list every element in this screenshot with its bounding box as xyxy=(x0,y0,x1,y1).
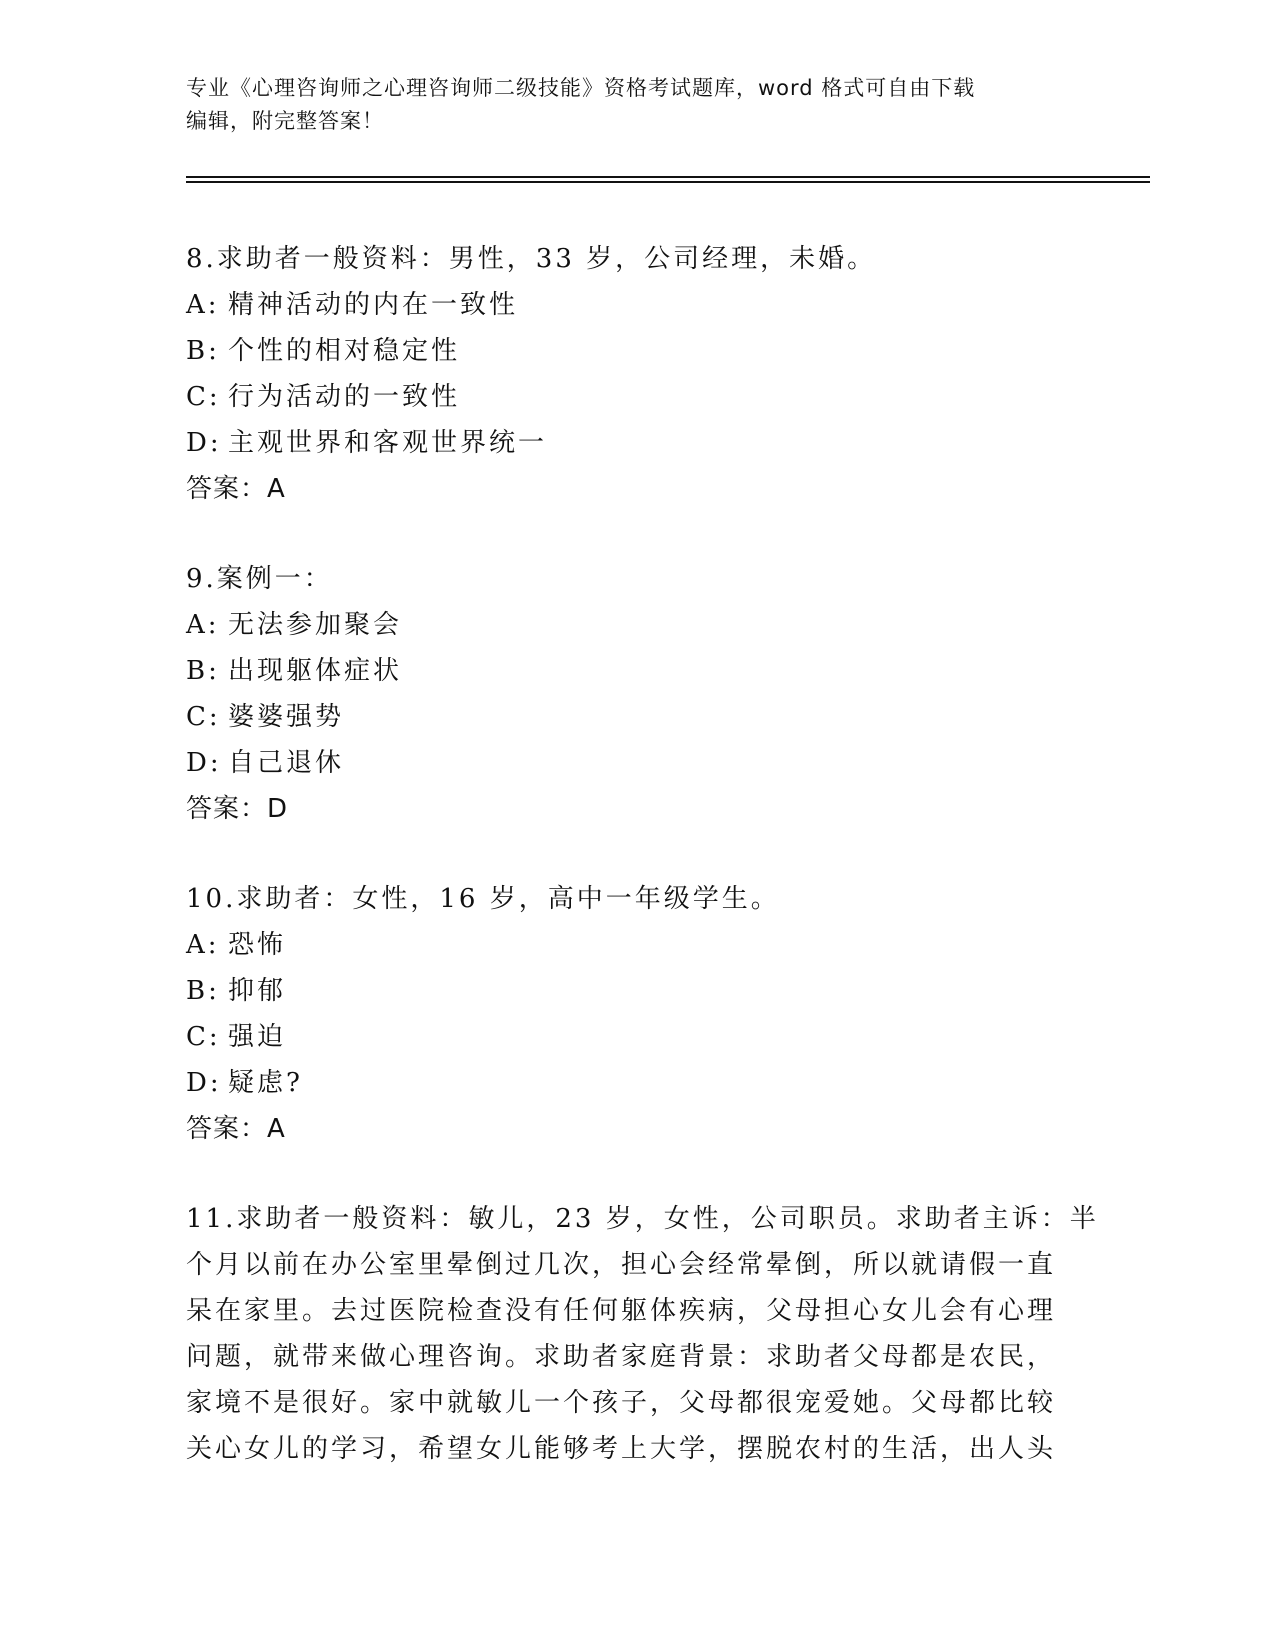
question-11-line-2: 个月以前在办公室里晕倒过几次，担心会经常晕倒，所以就请假一直 xyxy=(186,1250,1057,1280)
option-text: 自己退休 xyxy=(228,748,345,778)
option-key: B: xyxy=(186,656,220,686)
option-text: 婆婆强势 xyxy=(228,702,345,732)
question-stem: 10.求助者：女性，16 岁，高中一年级学生。 xyxy=(186,884,780,914)
option-text: 个性的相对稳定性 xyxy=(228,336,461,366)
option-key: D: xyxy=(186,428,222,458)
option-text: 出现躯体症状 xyxy=(228,656,403,686)
header-line-1: 专业《心理咨询师之心理咨询师二级技能》资格考试题库，word 格式可自由下载 xyxy=(186,76,976,100)
option-d xyxy=(186,420,1086,466)
question-10 xyxy=(186,876,1086,1152)
question-list xyxy=(186,236,1099,1472)
header-divider-bottom xyxy=(186,181,1150,183)
question-9 xyxy=(186,556,1086,832)
option-text: 精神活动的内在一致性 xyxy=(228,290,519,320)
option-key: A: xyxy=(186,290,220,320)
option-key: C: xyxy=(186,382,221,412)
option-key: C: xyxy=(186,1022,221,1052)
option-text: 无法参加聚会 xyxy=(228,610,403,640)
option-text: 行为活动的一致性 xyxy=(228,382,461,412)
option-key: B: xyxy=(186,976,220,1006)
question-11-line-1: 11.求助者一般资料：敏儿，23 岁，女性，公司职员。求助者主诉：半 xyxy=(186,1204,1099,1234)
question-11-line-6: 关心女儿的学习，希望女儿能够考上大学，摆脱农村的生活，出人头 xyxy=(186,1434,1057,1464)
question-spacer xyxy=(186,1152,1086,1196)
question-stem: 9.案例一： xyxy=(186,564,333,594)
option-key: A: xyxy=(186,930,220,960)
option-d xyxy=(186,740,1086,786)
question-spacer xyxy=(186,832,1086,876)
option-a xyxy=(186,282,1086,328)
question-11-line-3: 呆在家里。去过医院检查没有任何躯体疾病，父母担心女儿会有心理 xyxy=(186,1296,1057,1326)
option-key: D: xyxy=(186,1068,222,1098)
question-spacer xyxy=(186,512,1086,556)
option-key: C: xyxy=(186,702,221,732)
option-b xyxy=(186,968,1086,1014)
option-text: 主观世界和客观世界统一 xyxy=(228,428,548,458)
answer-line: 答案：D xyxy=(186,794,289,824)
option-key: B: xyxy=(186,336,220,366)
option-b xyxy=(186,648,1086,694)
option-a xyxy=(186,602,1086,648)
option-d xyxy=(186,1060,1086,1106)
option-c xyxy=(186,374,1086,420)
document-header xyxy=(186,72,1086,138)
option-text: 强迫 xyxy=(228,1022,287,1052)
option-c xyxy=(186,1014,1086,1060)
header-divider-top xyxy=(186,176,1150,178)
question-8 xyxy=(186,236,1086,512)
option-key: A: xyxy=(186,610,220,640)
answer-line: 答案：A xyxy=(186,1114,286,1144)
question-11-line-4: 问题，就带来做心理咨询。求助者家庭背景：求助者父母都是农民， xyxy=(186,1342,1057,1372)
question-11 xyxy=(186,1196,1099,1472)
option-a xyxy=(186,922,1086,968)
option-key: D: xyxy=(186,748,222,778)
option-text: 恐怖 xyxy=(228,930,287,960)
option-text: 抑郁 xyxy=(228,976,287,1006)
header-line-2: 编辑，附完整答案！ xyxy=(186,109,384,133)
option-text: 疑虑? xyxy=(228,1068,303,1098)
option-b xyxy=(186,328,1086,374)
question-11-line-5: 家境不是很好。家中就敏儿一个孩子，父母都很宠爱她。父母都比较 xyxy=(186,1388,1057,1418)
option-c xyxy=(186,694,1086,740)
answer-line: 答案：A xyxy=(186,474,286,504)
question-stem: 8.求助者一般资料：男性，33 岁，公司经理，未婚。 xyxy=(186,244,877,274)
